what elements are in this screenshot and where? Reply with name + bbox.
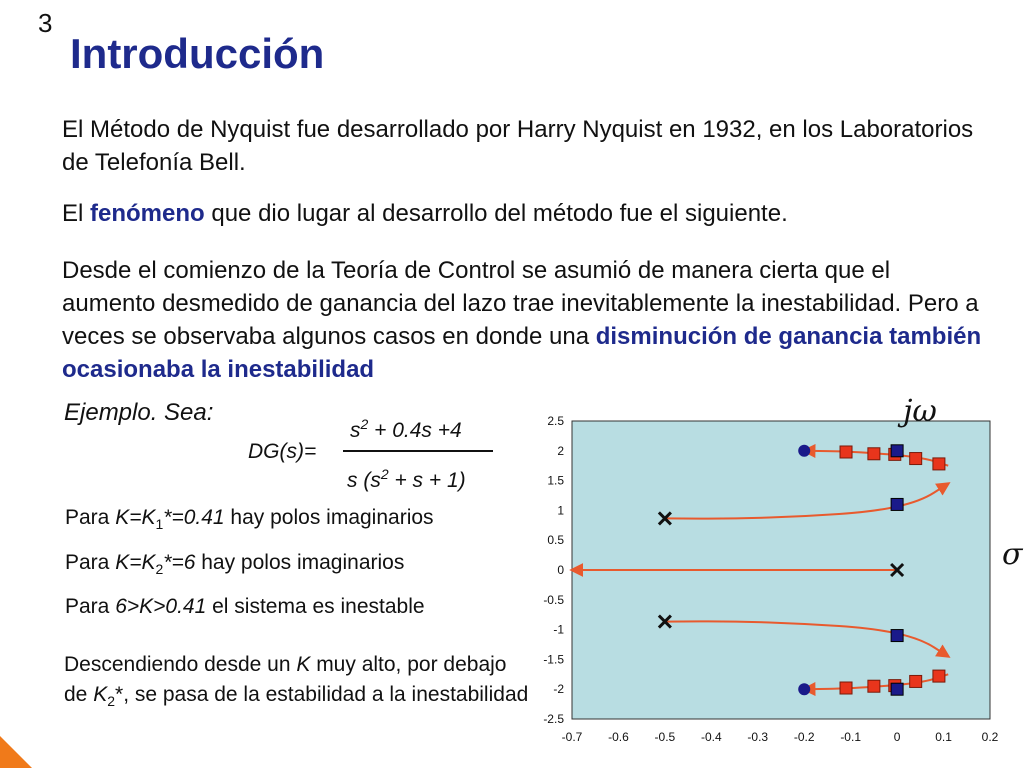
- open-loop-zero: [798, 445, 810, 457]
- closed-loop-pole-red: [840, 682, 852, 694]
- imaginary-crossing-pole: [891, 630, 903, 642]
- k2-post: hay polos imaginarios: [195, 551, 405, 574]
- imaginary-crossing-pole: [891, 683, 903, 695]
- k3-range: 6>K>0.41: [115, 595, 207, 618]
- den-exp: 2: [380, 466, 389, 482]
- k1-pre: Para: [65, 506, 116, 529]
- x-tick-label: 0: [893, 730, 901, 744]
- root-locus-chart: [520, 394, 1023, 750]
- closed-loop-pole-red: [840, 446, 852, 458]
- x-tick-label: 0.1: [935, 730, 952, 744]
- y-tick-label: 1: [557, 503, 564, 518]
- closed-loop-pole-red: [868, 680, 880, 692]
- num-b: + 0.4s +4: [368, 419, 462, 442]
- p2-highlight: fenómeno: [90, 200, 205, 227]
- open-loop-zero: [798, 683, 810, 695]
- x-tick-label: 0.2: [981, 730, 999, 744]
- closed-loop-pole-red: [910, 453, 922, 465]
- y-tick-label: 0.5: [547, 533, 564, 548]
- p3-text: Desde el comienzo de la Teoría de Control se asumió de manera cierta que el aumento desmedido de ganancia del lazo trae inevitablemente la inestabilidad. Pero a veces se observaba algunos casos en donde una: [62, 257, 979, 350]
- p2-after: que dio lugar al desarrollo del método fue el siguiente.: [204, 200, 788, 227]
- k3-post: el sistema es inestable: [206, 595, 425, 618]
- y-tick-label: -1.5: [543, 652, 564, 667]
- x-tick-label: -0.2: [793, 730, 815, 744]
- desc-k2: K: [93, 683, 108, 706]
- transfer-function-lhs: DG(s)=: [248, 440, 317, 463]
- x-tick-label: -0.6: [608, 730, 629, 744]
- k1-post: hay polos imaginarios: [224, 506, 434, 529]
- desc-k: K: [296, 653, 311, 676]
- fraction-bar: [343, 450, 493, 452]
- x-tick-label: -0.4: [700, 730, 722, 744]
- y-tick-label: 1.5: [547, 473, 564, 488]
- condition-unstable-range: [65, 595, 425, 619]
- x-tick-label: -0.5: [654, 730, 676, 744]
- x-axis-label: σ: [1002, 537, 1023, 572]
- paragraph-phenomenon: [62, 197, 982, 230]
- k2-val: *=6: [163, 551, 196, 574]
- corner-triangle: [0, 736, 32, 768]
- imaginary-crossing-pole: [891, 498, 903, 510]
- num-exp: 2: [360, 416, 369, 432]
- example-label: Ejemplo. Sea:: [64, 399, 214, 426]
- conclusion-text: [64, 650, 534, 716]
- closed-loop-pole-red: [868, 448, 880, 460]
- p2-before: El: [62, 200, 91, 227]
- y-tick-label: 0: [557, 563, 564, 577]
- y-tick-label: -2.5: [543, 712, 564, 726]
- slide-number: 3: [38, 8, 53, 38]
- y-tick-label: -1: [553, 622, 564, 637]
- condition-k2: [65, 551, 404, 577]
- paragraph-control-theory: [62, 254, 982, 386]
- k2-k: K=K: [115, 551, 156, 574]
- imaginary-crossing-pole: [891, 445, 903, 457]
- y-tick-label: -0.5: [543, 592, 564, 607]
- x-tick-label: -0.3: [747, 730, 769, 744]
- closed-loop-pole-red: [933, 458, 945, 470]
- p3-highlight: disminución de ganancia también ocasionaba la inestabilidad: [62, 323, 982, 383]
- desc-b: muy alto, por debajo de: [64, 653, 507, 706]
- num-a: s: [350, 419, 361, 442]
- page-title: Introducción: [70, 30, 325, 77]
- k1-k: K=K: [115, 506, 156, 529]
- closed-loop-pole-red: [933, 670, 945, 682]
- y-tick-label: 2.5: [547, 414, 564, 428]
- desc-a: Descendiendo desde un: [64, 653, 297, 676]
- condition-k1: [65, 506, 434, 532]
- transfer-function-numerator: [350, 416, 462, 443]
- paragraph-history: El Método de Nyquist fue desarrollado por Harry Nyquist en 1932, en los Laboratorios de Telefonía Bell.: [62, 116, 974, 176]
- k2-pre: Para: [65, 551, 116, 574]
- x-tick-label: -0.7: [561, 730, 583, 744]
- corner-decoration: [0, 728, 40, 768]
- k2-sub: 2: [155, 561, 164, 578]
- transfer-function-denominator: [347, 466, 466, 493]
- den-b: + s + 1): [388, 469, 466, 492]
- desc-sub: 2: [107, 693, 116, 710]
- x-tick-label: -0.1: [840, 730, 862, 744]
- k3-pre: Para: [65, 595, 116, 618]
- den-a: s (s: [347, 469, 381, 492]
- k1-val: *=0.41: [163, 506, 225, 529]
- y-tick-label: -2: [553, 682, 564, 697]
- closed-loop-pole-red: [910, 675, 922, 687]
- y-tick-label: 2: [557, 443, 564, 458]
- desc-c: *, se pasa de la estabilidad a la inestabilidad: [115, 683, 529, 706]
- k1-sub: 1: [155, 516, 164, 533]
- y-axis-label: jω: [903, 394, 937, 429]
